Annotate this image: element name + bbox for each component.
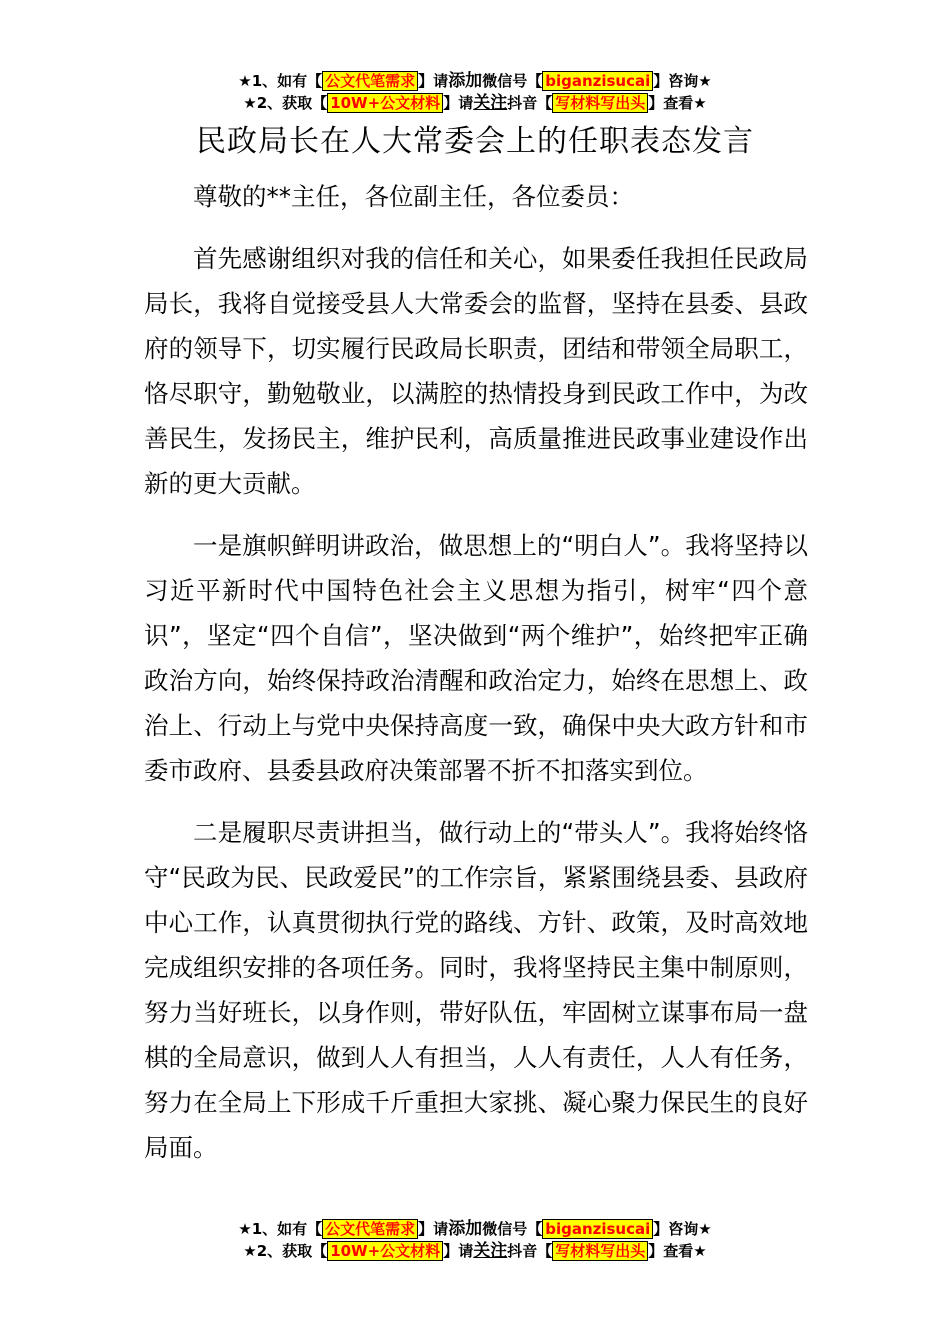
banner-text: ★2、获取【 bbox=[243, 94, 328, 112]
banner-text: 抖音【 bbox=[507, 1242, 553, 1260]
highlight-wechat-id: biganzisucai bbox=[542, 1219, 653, 1239]
highlight-service: 公文代笔需求 bbox=[322, 71, 418, 91]
highlight-service: 公文代笔需求 bbox=[322, 1219, 418, 1239]
highlight-materials: 10W+公文材料 bbox=[327, 1241, 443, 1261]
banner-emphasis: 关注 bbox=[473, 1241, 508, 1261]
footer-banner bbox=[0, 1218, 950, 1262]
banner-text: 抖音【 bbox=[507, 94, 553, 112]
banner-text: ★1、如有【 bbox=[238, 72, 323, 90]
banner-emphasis: 添加 bbox=[448, 71, 483, 91]
banner-line-2 bbox=[0, 1240, 950, 1262]
banner-line-2 bbox=[0, 92, 950, 114]
salutation: 尊敬的**主任，各位副主任，各位委员： bbox=[193, 182, 634, 211]
banner-text: 】请 bbox=[443, 94, 474, 112]
banner-text: 】咨询★ bbox=[653, 72, 712, 90]
banner-emphasis: 关注 bbox=[473, 93, 508, 113]
banner-text: 】咨询★ bbox=[653, 1220, 712, 1238]
highlight-materials: 10W+公文材料 bbox=[327, 93, 443, 113]
banner-text: 】查看★ bbox=[648, 94, 707, 112]
banner-emphasis: 添加 bbox=[448, 1219, 483, 1239]
banner-line-1 bbox=[0, 70, 950, 92]
banner-text: ★1、如有【 bbox=[238, 1220, 323, 1238]
highlight-douyin: 写材料写出头 bbox=[552, 93, 648, 113]
document-body bbox=[144, 174, 808, 1170]
banner-text: 】请 bbox=[443, 1242, 474, 1260]
document-title: 民政局长在人大常委会上的任职表态发言 bbox=[196, 124, 754, 159]
highlight-wechat-id: biganzisucai bbox=[542, 71, 653, 91]
banner-text: ★2、获取【 bbox=[243, 1242, 328, 1260]
banner-line-1 bbox=[0, 1218, 950, 1240]
banner-text: 】请 bbox=[418, 1220, 449, 1238]
paragraph-point-2: 二是履职尽责讲担当，做行动上的“带头人”。我将始终恪守“民政为民、民政爱民”的工作宗旨，紧紧围绕县委、县政府中心工作，认真贯彻执行党的路线、方针、政策，及时高效地完成组织安排的各项任务。同时，我将坚持民主集中制原则，努力当好班长，以身作则，带好队伍，牢固树立谋事布局一盘棋的全局意识，做到人人有担当，人人有责任，人人有任务，努力在全局上下形成千斤重担大家挑、凝心聚力保民生的良好局面。 bbox=[144, 818, 808, 1162]
paragraph-point-1: 一是旗帜鲜明讲政治，做思想上的“明白人”。我将坚持以习近平新时代中国特色社会主义思想为指引，树牢“四个意识”，坚定“四个自信”，坚决做到“两个维护”，始终把牢正确政治方向，始终保持政治清醒和政治定力，始终在思想上、政治上、行动上与党中央保持高度一致，确保中央大政方针和市委市政府、县委县政府决策部署不折不扣落实到位。 bbox=[144, 531, 808, 785]
header-banner bbox=[0, 70, 950, 114]
banner-text: 】请 bbox=[418, 72, 449, 90]
paragraph-intro: 首先感谢组织对我的信任和关心，如果委任我担任民政局局长，我将自觉接受县人大常委会的监督，坚持在县委、县政府的领导下，切实履行民政局长职责，团结和带领全局职工，恪尽职守，勤勉敬业，以满腔的热情投身到民政工作中，为改善民生，发扬民主，维护民利，高质量推进民政事业建设作出新的更大贡献。 bbox=[144, 244, 808, 498]
highlight-douyin: 写材料写出头 bbox=[552, 1241, 648, 1261]
banner-text: 】查看★ bbox=[648, 1242, 707, 1260]
banner-text: 微信号【 bbox=[482, 1220, 543, 1238]
banner-text: 微信号【 bbox=[482, 72, 543, 90]
